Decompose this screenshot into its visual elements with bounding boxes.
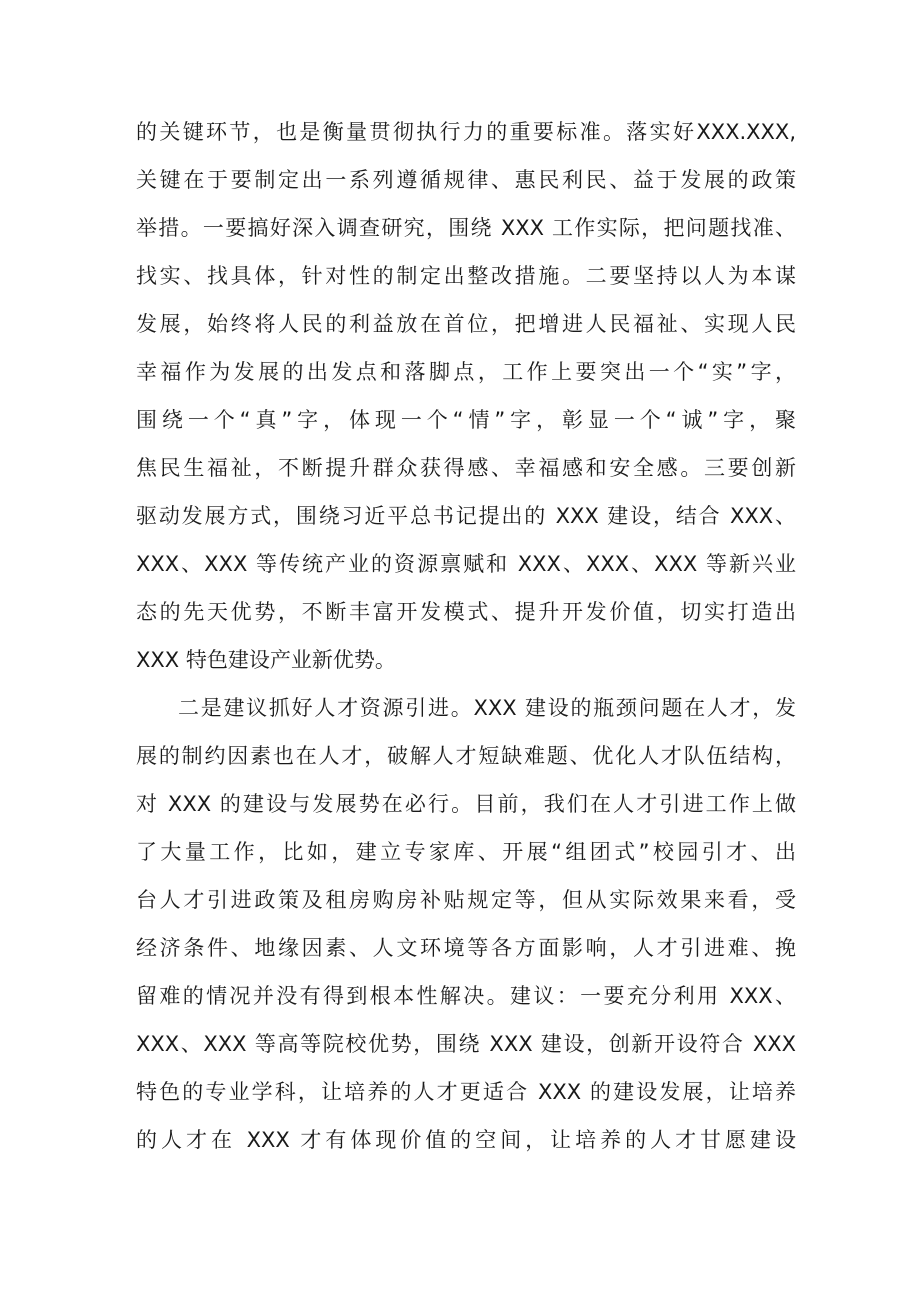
text-line: 发展，始终将人民的利益放在首位，把增进人民福祉、实现人民: [136, 312, 796, 336]
text-line: XXX 特色建设产业新优势。: [136, 648, 396, 672]
text-line: 了大量工作，比如，建立专家库、开展“组团式”校园引才、出: [136, 840, 796, 864]
text-line: 二是建议抓好人才资源引进。XXX 建设的瓶颈问题在人才，发: [178, 696, 796, 720]
text-line: 幸福作为发展的出发点和落脚点，工作上要突出一个“实”字，: [136, 360, 796, 384]
text-line: 举措。一要搞好深入调查研究，围绕 XXX 工作实际，把问题找准、: [136, 216, 796, 240]
text-line: 焦民生福祉，不断提升群众获得感、幸福感和安全感。三要创新: [136, 456, 796, 480]
text-line: 展的制约因素也在人才，破解人才短缺难题、优化人才队伍结构，: [136, 744, 796, 768]
text-line: 驱动发展方式，围绕习近平总书记提出的 XXX 建设，结合 XXX、: [136, 504, 796, 528]
text-line: 围绕一个“真”字，体现一个“情”字，彰显一个“诚”字，聚: [136, 408, 796, 432]
text-line: 留难的情况并没有得到根本性解决。建议：一要充分利用 XXX、: [136, 984, 796, 1008]
text-line: 的人才在 XXX 才有体现价值的空间，让培养的人才甘愿建设: [136, 1128, 796, 1152]
paragraph-1: [136, 108, 796, 684]
text-line: XXX、XXX 等传统产业的资源禀赋和 XXX、XXX、XXX 等新兴业: [136, 552, 796, 576]
text-line: 关键在于要制定出一系列遵循规律、惠民利民、益于发展的政策: [136, 168, 796, 192]
text-line: 对 XXX 的建设与发展势在必行。目前，我们在人才引进工作上做: [136, 792, 796, 816]
text-line: 特色的专业学科，让培养的人才更适合 XXX 的建设发展，让培养: [136, 1080, 796, 1104]
text-line: 态的先天优势，不断丰富开发模式、提升开发价值，切实打造出: [136, 600, 796, 624]
text-line: 经济条件、地缘因素、人文环境等各方面影响，人才引进难、挽: [136, 936, 796, 960]
body-text: [136, 108, 796, 1164]
text-line: XXX、XXX 等高等院校优势，围绕 XXX 建设，创新开设符合 XXX: [136, 1032, 796, 1056]
text-line: 找实、找具体，针对性的制定出整改措施。二要坚持以人为本谋: [136, 264, 796, 288]
text-line: 台人才引进政策及租房购房补贴规定等，但从实际效果来看，受: [136, 888, 796, 912]
text-line: 的关键环节，也是衡量贯彻执行力的重要标准。落实好XXX.XXX,: [136, 120, 796, 144]
paragraph-2: [136, 684, 796, 1164]
